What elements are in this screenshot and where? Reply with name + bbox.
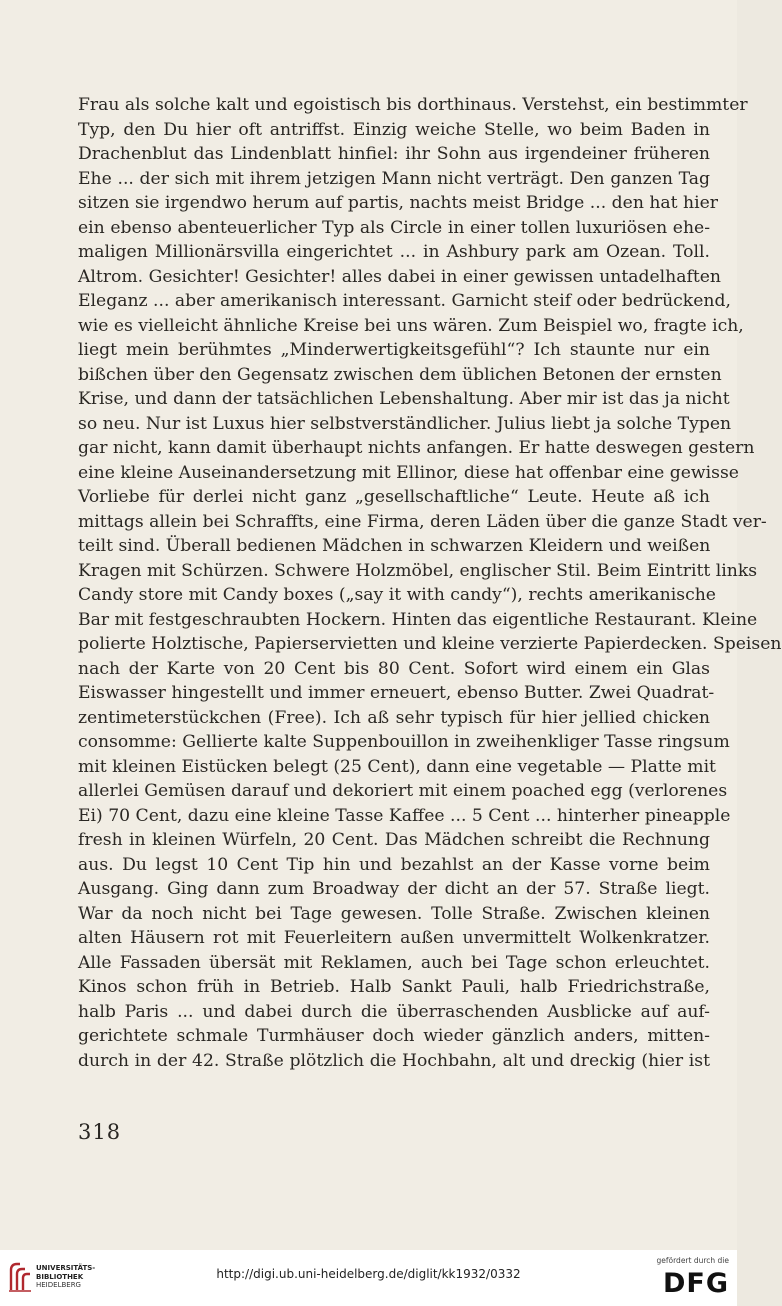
text-line: fresh in kleinen Würfeln, 20 Cent. Das Mädchen schreibt die Rechnung bbox=[78, 830, 710, 850]
text-line: gerichtete schmale Turmhäuser doch wieder gänzlich anders, mitten- bbox=[78, 1026, 710, 1046]
library-name-line3: HEIDELBERG bbox=[36, 1281, 81, 1289]
text-line: Ausgang. Ging dann zum Broadway der dicht an der 57. Straße liegt. bbox=[78, 879, 710, 899]
text-line: allerlei Gemüsen darauf und dekoriert mit einem poached egg (verlorenes bbox=[78, 781, 728, 801]
text-line: wie es vielleicht ähnliche Kreise bei uns wären. Zum Beispiel wo, fragte ich, bbox=[78, 315, 744, 336]
text-line: bißchen über den Gegensatz zwischen dem üblichen Betonen der ernsten bbox=[78, 364, 722, 385]
text-line: Kragen mit Schürzen. Schwere Holzmöbel, englischer Stil. Beim Eintritt links bbox=[78, 560, 758, 581]
text-line: maligen Millionärsvilla eingerichtet ... in Ashbury park am Ozean. Toll. bbox=[78, 242, 710, 262]
text-line: Drachenblut das Lindenblatt hinfiel: ihr Sohn aus irgendeiner früheren bbox=[78, 144, 710, 164]
text-line: Eleganz ... aber amerikanisch interessant. Garnicht steif oder bedrückend, bbox=[78, 291, 731, 311]
funding-caption: gefördert durch die bbox=[656, 1256, 729, 1265]
text-line: Ei) 70 Cent, dazu eine kleine Tasse Kaffee ... 5 Cent ... hinterher pineapple bbox=[78, 805, 731, 826]
text-line: alten Häusern rot mit Feuerleitern außen unvermittelt Wolkenkratzer. bbox=[78, 928, 710, 948]
text-line: Alle Fassaden übersät mit Reklamen, auch bei Tage schon erleuchtet. bbox=[78, 952, 710, 973]
text-line: zentimeterstückchen (Free). Ich aß sehr typisch für hier jellied chicken bbox=[78, 707, 710, 728]
text-line: polierte Holztische, Papierservietten und kleine verzierte Papierdecken. Speisen bbox=[78, 634, 782, 654]
page-number: 318 bbox=[78, 1120, 122, 1144]
text-line: nach der Karte von 20 Cent bis 80 Cent. Sofort wird einem ein Glas bbox=[78, 658, 710, 679]
text-line: Vorliebe für derlei nicht ganz „gesellschaftliche“ Leute. Heute aß ich bbox=[78, 487, 710, 507]
text-line: sitzen sie irgendwo herum auf partis, nachts meist Bridge ... den hat hier bbox=[78, 193, 719, 213]
text-line: eine kleine Auseinandersetzung mit Ellinor, diese hat offenbar eine gewisse bbox=[78, 462, 739, 483]
text-line: gar nicht, kann damit überhaupt nichts anfangen. Er hatte deswegen gestern bbox=[78, 438, 755, 458]
text-line: so neu. Nur ist Luxus hier selbstverständlicher. Julius liebt ja solche Typen bbox=[78, 413, 732, 434]
text-line: mittags allein bei Schraffts, eine Firma, deren Läden über die ganze Stadt ver- bbox=[78, 511, 767, 532]
text-line: liegt mein berühmtes „Minderwertigkeitsgefühl“? Ich staunte nur ein bbox=[78, 340, 710, 360]
text-line: Ehe ... der sich mit ihrem jetzigen Mann nicht verträgt. Den ganzen Tag bbox=[78, 168, 710, 189]
text-line: Frau als solche kalt und egoistisch bis dorthinaus. Verstehst, ein bestimmter bbox=[78, 95, 748, 115]
text-line: Altrom. Gesichter! Gesichter! alles dabei in einer gewissen untadelhaften bbox=[78, 266, 721, 287]
text-line: Candy store mit Candy boxes („say it with candy“), rechts amerikanische bbox=[78, 585, 716, 605]
dfg-logo-text: DFG bbox=[662, 1268, 729, 1299]
text-line: consomme: Gellierte kalte Suppenbouillon in zweihenkliger Tasse ringsum bbox=[78, 732, 730, 752]
permalink-url[interactable]: http://digi.ub.uni-heidelberg.de/diglit/kk1932/0332 bbox=[216, 1267, 521, 1281]
text-line: durch in der 42. Straße plötzlich die Hochbahn, alt und dreckig (hier ist bbox=[78, 1050, 710, 1071]
text-line: mit kleinen Eistücken belegt (25 Cent), dann eine vegetable — Platte mit bbox=[78, 756, 716, 777]
text-line: ein ebenso abenteuerlicher Typ als Circle in einer tollen luxuriösen ehe- bbox=[78, 217, 710, 238]
text-line: Eiswasser hingestellt und immer erneuert, ebenso Butter. Zwei Quadrat- bbox=[78, 683, 715, 703]
library-name-line2: BIBLIOTHEK bbox=[36, 1272, 84, 1281]
text-line: teilt sind. Überall bedienen Mädchen in schwarzen Kleidern und weißen bbox=[78, 536, 711, 556]
page-text bbox=[78, 93, 782, 1073]
text-line: Typ, den Du hier oft antriffst. Einzig weiche Stelle, wo beim Baden in bbox=[78, 119, 710, 140]
text-line: Krise, und dann der tatsächlichen Lebenshaltung. Aber mir ist das ja nicht bbox=[78, 389, 730, 409]
text-line: Kinos schon früh in Betrieb. Halb Sankt Pauli, halb Friedrichstraße, bbox=[78, 977, 710, 997]
dfg-funding-logo[interactable] bbox=[643, 1256, 729, 1302]
text-line: War da noch nicht bei Tage gewesen. Tolle Straße. Zwischen kleinen bbox=[78, 903, 710, 924]
text-line: halb Paris ... und dabei durch die überraschenden Ausblicke auf auf- bbox=[78, 1001, 710, 1022]
library-name-line1: UNIVERSITÄTS- bbox=[36, 1264, 96, 1272]
viewer-footer bbox=[0, 1250, 737, 1306]
text-line: aus. Du legst 10 Cent Tip hin und bezahlst an der Kasse vorne beim bbox=[78, 854, 710, 875]
text-line: Bar mit festgeschraubten Hockern. Hinten das eigentliche Restaurant. Kleine bbox=[78, 609, 758, 630]
